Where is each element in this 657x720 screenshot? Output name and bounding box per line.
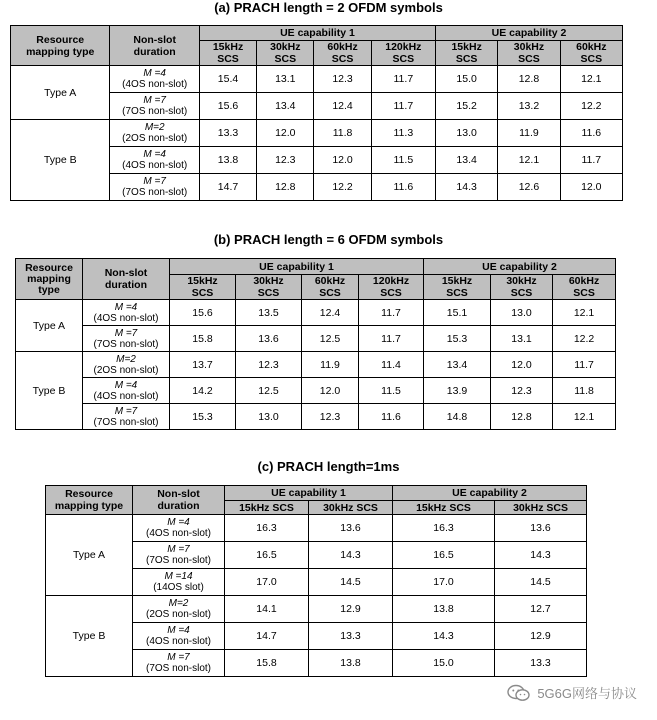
value-cell: 12.0 (257, 120, 314, 147)
value-cell: 14.7 (199, 174, 256, 201)
header-ue-capability-2: UE capability 2 (393, 486, 587, 501)
os-label: (4OS non-slot) (122, 160, 188, 171)
value-cell: 13.3 (309, 623, 393, 650)
value-cell: 14.1 (225, 596, 309, 623)
value-cell: 12.3 (302, 404, 359, 430)
value-cell: 15.2 (436, 93, 498, 120)
value-cell: 11.7 (371, 66, 435, 93)
value-cell: 13.0 (491, 300, 553, 326)
value-cell: 13.8 (309, 650, 393, 677)
value-cell: 15.0 (436, 66, 498, 93)
os-label: (4OS non-slot) (122, 79, 188, 90)
subheader-scs: 30kHz SCS (498, 41, 560, 66)
header-non-slot-duration: Non-slot duration (133, 486, 225, 515)
value-cell: 12.1 (553, 300, 616, 326)
os-label: (7OS non-slot) (145, 555, 212, 566)
non-slot-cell (133, 623, 225, 650)
value-cell: 13.1 (491, 326, 553, 352)
os-label: (7OS non-slot) (122, 187, 188, 198)
value-cell: 16.5 (225, 542, 309, 569)
value-cell: 13.3 (199, 120, 256, 147)
m-value: M=2 (116, 353, 136, 365)
value-cell: 13.4 (424, 352, 491, 378)
watermark (507, 683, 637, 702)
table-b (15, 258, 616, 430)
type-a-label: Type A (16, 300, 83, 352)
non-slot-cell (83, 378, 170, 404)
subheader-scs: 120kHz SCS (371, 41, 435, 66)
table-row (16, 300, 616, 326)
value-cell: 15.4 (199, 66, 256, 93)
value-cell: 16.5 (393, 542, 495, 569)
value-cell: 13.3 (495, 650, 587, 677)
header-resource-mapping-type: Resource mapping type (46, 486, 133, 515)
value-cell: 13.4 (257, 93, 314, 120)
subheader-scs: 120kHz SCS (359, 275, 424, 300)
value-cell: 13.6 (236, 326, 302, 352)
value-cell: 12.3 (491, 378, 553, 404)
value-cell: 11.3 (371, 120, 435, 147)
subheader-scs: 15kHz SCS (436, 41, 498, 66)
non-slot-cell (110, 66, 199, 93)
value-cell: 12.8 (498, 66, 560, 93)
non-slot-cell (133, 542, 225, 569)
non-slot-cell (110, 147, 199, 174)
value-cell: 12.0 (314, 147, 371, 174)
os-label: (2OS non-slot) (122, 133, 188, 144)
value-cell: 11.9 (498, 120, 560, 147)
value-cell: 12.0 (560, 174, 622, 201)
value-cell: 14.5 (495, 569, 587, 596)
os-label: (4OS non-slot) (93, 390, 159, 402)
value-cell: 12.3 (257, 147, 314, 174)
subheader-scs: 60kHz SCS (553, 275, 616, 300)
value-cell: 15.3 (170, 404, 236, 430)
non-slot-cell (83, 326, 170, 352)
value-cell: 12.0 (302, 378, 359, 404)
table-row (16, 378, 616, 404)
value-cell: 14.3 (436, 174, 498, 201)
subheader-scs: 30kHz SCS (236, 275, 302, 300)
value-cell: 12.0 (491, 352, 553, 378)
type-a-label: Type A (46, 515, 133, 596)
m-value: M =4 (114, 379, 138, 391)
header-non-slot-duration: Non-slot duration (83, 259, 170, 300)
os-label: (4OS non-slot) (145, 528, 212, 539)
value-cell: 11.5 (359, 378, 424, 404)
value-cell: 12.1 (560, 66, 622, 93)
value-cell: 11.7 (359, 300, 424, 326)
os-label: (7OS non-slot) (145, 663, 212, 674)
m-value: M =7 (114, 327, 138, 339)
value-cell: 11.7 (371, 93, 435, 120)
header-resource-mapping-type: Resource mapping type (16, 259, 83, 300)
value-cell: 13.6 (309, 515, 393, 542)
type-b-label: Type B (16, 352, 83, 430)
header-ue-capability-1: UE capability 1 (225, 486, 393, 501)
value-cell: 12.3 (236, 352, 302, 378)
value-cell: 13.8 (199, 147, 256, 174)
os-label: (14OS slot) (153, 582, 204, 593)
header-ue-capability-2: UE capability 2 (436, 26, 623, 41)
header-ue-capability-2: UE capability 2 (424, 259, 616, 275)
non-slot-cell (110, 174, 199, 201)
value-cell: 15.3 (424, 326, 491, 352)
value-cell: 16.3 (393, 515, 495, 542)
m-value: M =4 (114, 301, 138, 313)
value-cell: 12.8 (257, 174, 314, 201)
value-cell: 13.7 (170, 352, 236, 378)
m-value: M =4 (167, 625, 190, 636)
non-slot-cell (133, 650, 225, 677)
value-cell: 11.5 (371, 147, 435, 174)
value-cell: 12.2 (314, 174, 371, 201)
m-value: M =7 (143, 176, 166, 187)
table-c (45, 485, 587, 677)
table-row (11, 66, 623, 93)
wechat-icon (507, 684, 531, 702)
value-cell: 12.8 (491, 404, 553, 430)
subheader-scs: 30kHz SCS (309, 501, 393, 515)
value-cell: 16.3 (225, 515, 309, 542)
value-cell: 12.6 (498, 174, 560, 201)
non-slot-cell (133, 515, 225, 542)
non-slot-cell (133, 569, 225, 596)
value-cell: 13.0 (236, 404, 302, 430)
m-value: M =7 (167, 652, 190, 663)
os-label: (4OS non-slot) (93, 312, 159, 324)
value-cell: 15.1 (424, 300, 491, 326)
subheader-scs: 60kHz SCS (560, 41, 622, 66)
non-slot-cell (83, 404, 170, 430)
non-slot-cell (83, 352, 170, 378)
value-cell: 11.9 (302, 352, 359, 378)
value-cell: 11.8 (314, 120, 371, 147)
value-cell: 12.5 (302, 326, 359, 352)
value-cell: 15.6 (199, 93, 256, 120)
value-cell: 13.9 (424, 378, 491, 404)
m-value: M=2 (144, 122, 165, 133)
value-cell: 11.4 (359, 352, 424, 378)
subheader-scs: 60kHz SCS (314, 41, 371, 66)
value-cell: 14.2 (170, 378, 236, 404)
non-slot-cell (110, 93, 199, 120)
value-cell: 12.3 (314, 66, 371, 93)
table-row (46, 515, 587, 542)
m-value: M =4 (143, 68, 166, 79)
value-cell: 12.2 (560, 93, 622, 120)
value-cell: 12.7 (495, 596, 587, 623)
value-cell: 11.6 (560, 120, 622, 147)
value-cell: 17.0 (393, 569, 495, 596)
value-cell: 12.4 (302, 300, 359, 326)
value-cell: 12.5 (236, 378, 302, 404)
m-value: M =7 (167, 544, 190, 555)
value-cell: 14.3 (495, 542, 587, 569)
value-cell: 15.8 (225, 650, 309, 677)
value-cell: 12.9 (495, 623, 587, 650)
os-label: (7OS non-slot) (122, 106, 188, 117)
value-cell: 11.6 (359, 404, 424, 430)
header-ue-capability-1: UE capability 1 (170, 259, 424, 275)
value-cell: 12.9 (309, 596, 393, 623)
value-cell: 14.7 (225, 623, 309, 650)
m-value: M =14 (164, 571, 193, 582)
subheader-scs: 30kHz SCS (491, 275, 553, 300)
watermark-text: 5G6G网络与协议 (537, 686, 637, 701)
value-cell: 14.3 (309, 542, 393, 569)
value-cell: 13.4 (436, 147, 498, 174)
value-cell: 14.3 (393, 623, 495, 650)
header-non-slot-duration: Non-slot duration (110, 26, 199, 66)
value-cell: 13.2 (498, 93, 560, 120)
value-cell: 13.8 (393, 596, 495, 623)
subheader-scs: 15kHz SCS (225, 501, 309, 515)
non-slot-cell (110, 120, 199, 147)
subheader-scs: 15kHz SCS (424, 275, 491, 300)
header-resource-mapping-type: Resource mapping type (11, 26, 110, 66)
table-row (46, 596, 587, 623)
value-cell: 12.2 (553, 326, 616, 352)
type-a-label: Type A (11, 66, 110, 120)
value-cell: 11.7 (359, 326, 424, 352)
value-cell: 11.7 (553, 352, 616, 378)
value-cell: 11.8 (553, 378, 616, 404)
subheader-scs: 15kHz SCS (199, 41, 256, 66)
value-cell: 13.0 (436, 120, 498, 147)
subheader-scs: 30kHz SCS (495, 501, 587, 515)
value-cell: 15.0 (393, 650, 495, 677)
non-slot-cell (83, 300, 170, 326)
table-c-title: (c) PRACH length=1ms (257, 459, 400, 474)
value-cell: 12.4 (314, 93, 371, 120)
value-cell: 14.8 (424, 404, 491, 430)
value-cell: 11.7 (560, 147, 622, 174)
table-b-title: (b) PRACH length = 6 OFDM symbols (213, 232, 444, 247)
value-cell: 12.1 (498, 147, 560, 174)
value-cell: 13.6 (495, 515, 587, 542)
table-a (10, 25, 623, 201)
value-cell: 12.1 (553, 404, 616, 430)
value-cell: 13.5 (236, 300, 302, 326)
value-cell: 15.8 (170, 326, 236, 352)
header-ue-capability-1: UE capability 1 (199, 26, 435, 41)
table-row (16, 404, 616, 430)
value-cell: 11.6 (371, 174, 435, 201)
type-b-label: Type B (46, 596, 133, 677)
os-label: (4OS non-slot) (145, 636, 212, 647)
table-row (16, 326, 616, 352)
subheader-scs: 60kHz SCS (302, 275, 359, 300)
value-cell: 17.0 (225, 569, 309, 596)
value-cell: 13.1 (257, 66, 314, 93)
os-label: (2OS non-slot) (93, 364, 159, 376)
os-label: (7OS non-slot) (93, 416, 159, 428)
m-value: M =4 (167, 517, 190, 528)
value-cell: 14.5 (309, 569, 393, 596)
table-row (11, 120, 623, 147)
os-label: (7OS non-slot) (93, 338, 159, 350)
subheader-scs: 30kHz SCS (257, 41, 314, 66)
non-slot-cell (133, 596, 225, 623)
m-value: M =7 (114, 405, 138, 417)
subheader-scs: 15kHz SCS (393, 501, 495, 515)
m-value: M =4 (143, 149, 166, 160)
subheader-scs: 15kHz SCS (170, 275, 236, 300)
type-b-label: Type B (11, 120, 110, 201)
table-a-title: (a) PRACH length = 2 OFDM symbols (214, 0, 443, 15)
os-label: (2OS non-slot) (145, 609, 212, 620)
value-cell: 15.6 (170, 300, 236, 326)
m-value: M =7 (143, 95, 166, 106)
table-row (16, 352, 616, 378)
m-value: M=2 (168, 598, 189, 609)
